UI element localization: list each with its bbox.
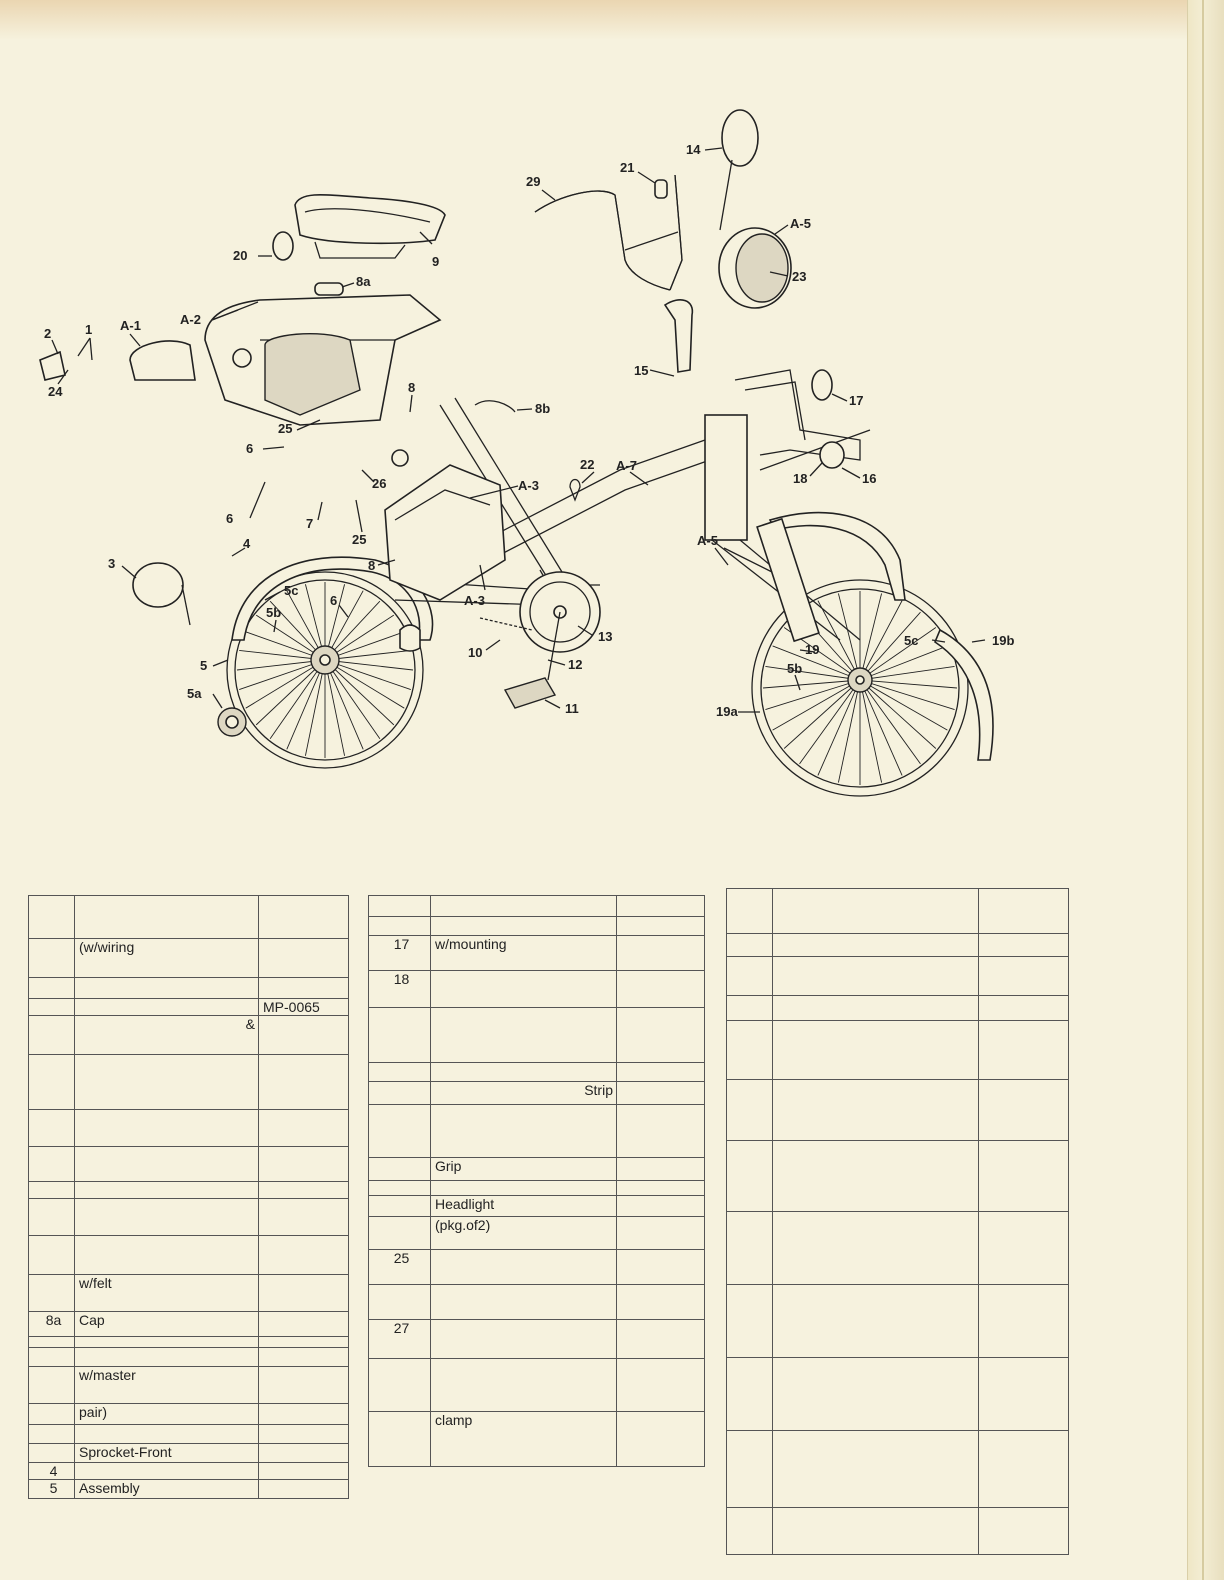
description-cell [773,1431,979,1508]
callout-19b: 19b [992,633,1015,648]
spoke [763,680,860,688]
table-row [369,1250,705,1285]
callout-A-7: A-7 [616,458,637,473]
description-cell: pair) [75,1404,259,1425]
table-row [29,1182,349,1199]
description-cell [75,1110,259,1147]
code-cell [259,1337,349,1348]
table-row [727,1080,1069,1141]
code-cell [979,1141,1069,1212]
code-cell [979,1285,1069,1358]
code-cell [259,1480,349,1499]
code-cell [259,1236,349,1275]
callout-22: 22 [580,457,595,472]
description-cell [773,957,979,996]
table-row [369,936,705,971]
callout-17: 17 [849,393,864,408]
parts-table-left [28,895,349,1499]
callout-A-5-front: A-5 [697,533,718,548]
description-cell [75,978,259,999]
part-no-cell: 25 [369,1250,431,1285]
description-cell [75,1182,259,1199]
table-row [727,1285,1069,1358]
code-cell [259,1199,349,1236]
spoke [818,680,860,775]
part-no-cell: 18 [369,971,431,1008]
code-cell [259,978,349,999]
callout-5a: 5a [187,686,202,701]
description-cell: w/master [75,1367,259,1404]
spoke [860,680,955,710]
code-cell [259,939,349,978]
part-no-cell [727,1431,773,1508]
spoke [765,666,860,680]
table-row [369,896,705,917]
description-cell: Sprocket-Front [75,1444,259,1463]
callout-25-bottom: 25 [352,532,367,547]
table-row [29,1337,349,1348]
part-no-cell [29,1199,75,1236]
code-cell [979,1080,1069,1141]
table-row [727,1508,1069,1555]
part-no-cell [29,896,75,939]
table-row [727,957,1069,996]
callout-8-bottom: 8 [368,558,376,573]
code-cell [259,1404,349,1425]
mirror [722,110,758,166]
table-row [727,1358,1069,1431]
code-cell [617,1359,705,1412]
callout-3: 3 [108,556,116,571]
part-no-cell [29,1275,75,1312]
table-row [727,1212,1069,1285]
table-row [369,1181,705,1196]
table-row [369,1285,705,1320]
description-cell: w/felt [75,1275,259,1312]
part-no-cell [369,896,431,917]
table-row [29,999,349,1016]
code-cell [259,1348,349,1367]
description-cell [773,1080,979,1141]
description-cell [773,1021,979,1080]
code-cell [259,1182,349,1199]
callout-21: 21 [620,160,635,175]
part-no-cell [369,1008,431,1063]
code-cell [979,996,1069,1021]
part-no-cell [727,1141,773,1212]
callout-26: 26 [372,476,387,491]
table-row [29,1312,349,1337]
table-row [29,1016,349,1055]
code-cell [979,1358,1069,1431]
code-cell [259,1425,349,1444]
code-cell [617,896,705,917]
spoke [784,680,860,748]
parts-table-middle [368,895,705,1467]
description-cell [773,1285,979,1358]
part-no-cell [29,999,75,1016]
part-no-cell [29,978,75,999]
clip-22 [570,480,580,501]
part-no-cell [29,1348,75,1367]
description-cell [75,1236,259,1275]
description-cell: (pkg.of2) [431,1217,617,1250]
callout-A-3-bottom: A-3 [464,593,485,608]
description-cell [431,896,617,917]
part-no-cell [29,1147,75,1182]
table-row [29,1199,349,1236]
part-no-cell [29,1337,75,1348]
callout-8b: 8b [535,401,551,416]
code-cell [979,1431,1069,1508]
description-cell: Strip [431,1082,617,1105]
part-no-cell [29,1367,75,1404]
part-no-cell [369,1082,431,1105]
description-cell [773,1508,979,1555]
pedal [505,678,555,708]
part-no-cell: 17 [369,936,431,971]
code-cell [979,1212,1069,1285]
table-row [29,896,349,939]
description-cell: Headlight [431,1196,617,1217]
part-no-cell [369,917,431,936]
part-no-cell [29,1404,75,1425]
table-row [727,1141,1069,1212]
description-cell: & [75,1016,259,1055]
code-cell [259,1147,349,1182]
part-no-cell [727,1080,773,1141]
callout-5b-front: 5b [787,661,803,676]
table-row [369,971,705,1008]
table-row [29,939,349,978]
spoke [765,680,860,710]
description-cell [75,1425,259,1444]
spoke [860,646,947,680]
callout-25-top: 25 [278,421,293,436]
description-cell [431,1359,617,1412]
parts-table-right [726,888,1069,1555]
callout-6-top: 6 [246,441,254,456]
part-no-cell [29,939,75,978]
part-no-cell [727,1212,773,1285]
part-no-cell [727,957,773,996]
description-cell [431,1008,617,1063]
callout-29: 29 [526,174,541,189]
front-carrier [735,370,870,470]
code-cell [617,1063,705,1082]
table-row [727,934,1069,957]
code-cell [617,1105,705,1158]
part-no-cell [29,1110,75,1147]
table-row [369,1063,705,1082]
table-row [29,1147,349,1182]
table-row [29,1480,349,1499]
callout-5c-front: 5c [904,633,919,648]
part-no-cell [369,1063,431,1082]
description-cell [431,1250,617,1285]
part-no-cell: 8a [29,1312,75,1337]
code-cell [617,1217,705,1250]
description-cell [773,889,979,934]
table-row [727,1021,1069,1080]
description-cell [75,896,259,939]
code-cell [617,1412,705,1467]
callout-A-2: A-2 [180,312,201,327]
callout-8-top: 8 [408,380,416,395]
callout-9: 9 [432,254,440,269]
body-shell [205,283,440,425]
description-cell [75,1348,259,1367]
description-cell [773,996,979,1021]
description-cell: Grip [431,1158,617,1181]
code-cell [979,934,1069,957]
code-cell [617,1320,705,1359]
description-cell [75,1337,259,1348]
callout-13: 13 [598,629,613,644]
description-cell [75,1199,259,1236]
spoke [773,680,860,730]
part-no-cell [29,1016,75,1055]
callout-16: 16 [862,471,877,486]
tail-light [40,341,195,380]
callout-19: 19 [805,642,820,657]
description-cell [431,1285,617,1320]
part-no-cell [369,1196,431,1217]
table-row [369,1082,705,1105]
description-cell [75,1055,259,1110]
description-cell: Cap [75,1312,259,1337]
description-cell [773,1141,979,1212]
description-cell: w/mounting [431,936,617,971]
part-no-cell [29,1182,75,1199]
part-no-cell: 4 [29,1463,75,1480]
callout-5b-rear: 5b [266,605,282,620]
description-cell: clamp [431,1412,617,1467]
code-cell [979,1508,1069,1555]
table-row [29,1110,349,1147]
description-cell [431,1181,617,1196]
headlight [719,228,791,308]
part-no-cell [369,1158,431,1181]
description-cell [773,934,979,957]
code-cell [617,971,705,1008]
part-no-cell [29,1444,75,1463]
callout-12: 12 [568,657,583,672]
part-no-cell [29,1425,75,1444]
spoke [860,680,957,688]
code-cell [617,1008,705,1063]
table-row [29,1425,349,1444]
code-cell [259,896,349,939]
seat [273,195,445,260]
part-no-cell: 27 [369,1320,431,1359]
callout-11: 11 [565,701,579,716]
callout-8a: 8a [356,274,371,289]
code-cell [617,1250,705,1285]
description-cell: (w/wiring [75,939,259,978]
code-cell [259,1312,349,1337]
callout-10: 10 [468,645,483,660]
callout-5c-rear: 5c [284,583,299,598]
description-cell [773,1212,979,1285]
part-no-cell: 5 [29,1480,75,1499]
description-cell [431,1063,617,1082]
part-no-cell [727,1021,773,1080]
code-cell [259,1110,349,1147]
table-row [369,1359,705,1412]
table-row [369,1008,705,1063]
description-cell [773,1358,979,1431]
description-cell [431,917,617,936]
callout-19a: 19a [716,704,738,719]
description-cell [431,971,617,1008]
code-cell [617,1285,705,1320]
part-no-cell [727,1508,773,1555]
part-no-cell [369,1181,431,1196]
callout-20: 20 [233,248,248,263]
table-row [727,1431,1069,1508]
description-cell [75,1147,259,1182]
bell-21 [655,180,667,198]
code-cell [259,1463,349,1480]
code-cell [979,1021,1069,1080]
code-cell [979,889,1069,934]
callout-15: 15 [634,363,649,378]
callout-14: 14 [686,142,701,157]
description-cell [431,1105,617,1158]
callout-1: 1 [85,322,93,337]
table-row [29,1236,349,1275]
code-cell [617,1181,705,1196]
part-no-cell [369,1359,431,1412]
table-row [727,889,1069,934]
table-row [369,1196,705,1217]
part-no-cell [727,889,773,934]
part-no-cell [369,1285,431,1320]
washer-8 [392,450,408,466]
part-no-cell [727,1285,773,1358]
table-row [29,1275,349,1312]
spoke [860,680,947,730]
code-cell [617,1196,705,1217]
part-no-cell [369,1105,431,1158]
table-row [29,1055,349,1110]
rear-fender-end [400,625,420,651]
table-row [369,1105,705,1158]
spoke [860,680,902,775]
engine-block [385,465,505,600]
table-row [369,1158,705,1181]
table-row [369,1217,705,1250]
table-row [29,1463,349,1480]
table-row [29,1348,349,1367]
callout-A-1: A-1 [120,318,141,333]
handlebar-stem [665,300,692,372]
table-row [369,1412,705,1467]
part-no-cell [727,996,773,1021]
callout-23: 23 [792,269,807,284]
table-row [369,917,705,936]
callout-18: 18 [793,471,808,486]
code-cell: MP-0065 [259,999,349,1016]
callout-7: 7 [306,516,314,531]
description-cell [431,1320,617,1359]
code-cell [259,1367,349,1404]
code-cell [617,1158,705,1181]
part-no-cell [369,1412,431,1467]
spoke [860,666,955,680]
code-cell [259,1444,349,1463]
callout-A-5-top: A-5 [790,216,811,231]
description-cell [75,1463,259,1480]
code-cell [259,1275,349,1312]
part-no-cell [29,1236,75,1275]
callout-6-mid: 6 [226,511,234,526]
clip-8b [475,401,515,412]
callout-A-3-top: A-3 [518,478,539,493]
callout-6-bottom: 6 [330,593,338,608]
table-row [29,1367,349,1404]
code-cell [259,1016,349,1055]
callout-2: 2 [44,326,52,341]
table-row [29,1404,349,1425]
callout-4: 4 [243,536,251,551]
part-no-cell [369,1217,431,1250]
spoke [860,680,936,748]
callout-24: 24 [48,384,63,399]
part-no-cell [29,1055,75,1110]
code-cell [259,1055,349,1110]
table-row [29,978,349,999]
description-cell: Assembly [75,1480,259,1499]
table-row [369,1320,705,1359]
code-cell [979,957,1069,996]
callout-5: 5 [200,658,208,673]
mirror-stem [720,160,732,230]
part-no-cell [727,934,773,957]
code-cell [617,1082,705,1105]
horn [133,563,183,607]
code-cell [617,917,705,936]
code-cell [617,936,705,971]
table-row [29,1444,349,1463]
part-no-cell [727,1358,773,1431]
table-row [727,996,1069,1021]
description-cell [75,999,259,1016]
